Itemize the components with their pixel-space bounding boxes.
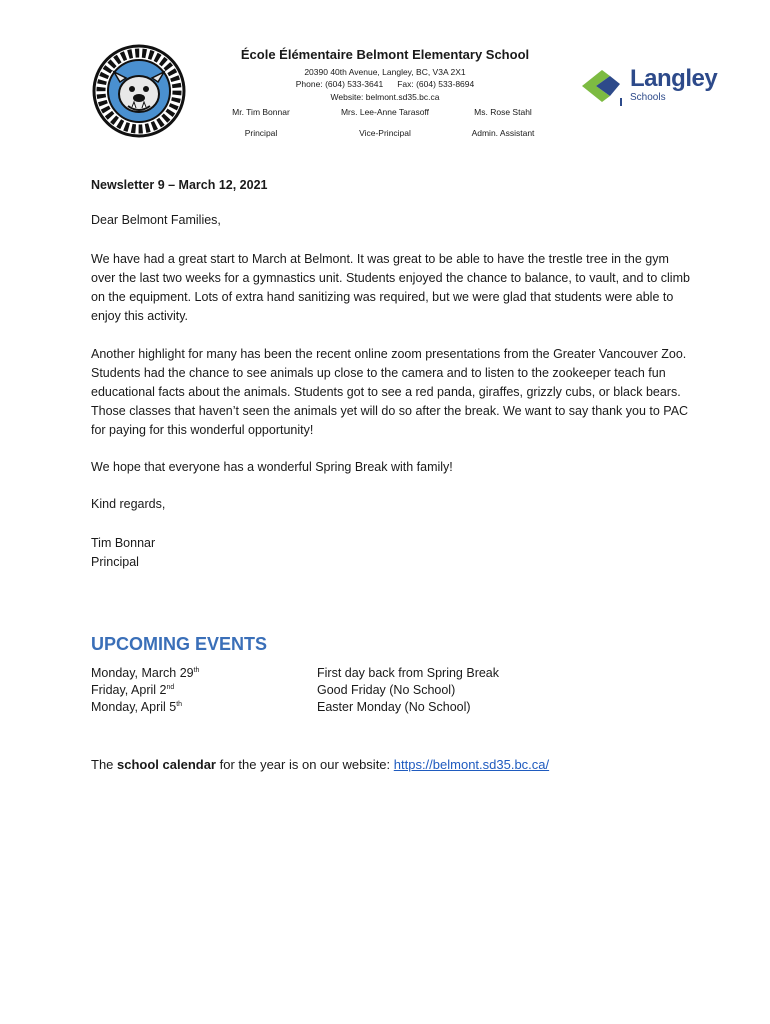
signature-name: Tim Bonnar bbox=[91, 536, 156, 550]
staff-name: Mrs. Lee-Anne Tarasoff bbox=[340, 107, 430, 117]
event-date-text: Monday, April 5 bbox=[91, 700, 177, 714]
event-date-text: Monday, March 29 bbox=[91, 666, 194, 680]
closing: Kind regards, bbox=[91, 497, 166, 511]
staff-vice-principal bbox=[320, 106, 450, 139]
newsletter-title: Newsletter 9 – March 12, 2021 bbox=[91, 178, 268, 192]
staff-name: Ms. Rose Stahl bbox=[474, 107, 532, 117]
calendar-note bbox=[91, 755, 711, 774]
event-date-suffix: th bbox=[193, 666, 200, 674]
staff-name: Mr. Tim Bonnar bbox=[232, 107, 290, 117]
calendar-suffix: for the year is on our website: bbox=[216, 757, 394, 772]
district-logo-sub: Schools bbox=[630, 92, 666, 103]
event-date bbox=[91, 699, 311, 716]
signature bbox=[91, 534, 691, 572]
event-date-suffix: nd bbox=[166, 683, 175, 691]
school-address: 20390 40th Avenue, Langley, BC, V3A 2X1 bbox=[304, 67, 466, 77]
bulldog-crest-icon bbox=[92, 44, 186, 138]
staff-principal bbox=[196, 106, 326, 139]
school-phone: Phone: (604) 533-3641 bbox=[295, 79, 384, 89]
event-date bbox=[91, 682, 311, 699]
staff-admin-assistant bbox=[438, 106, 568, 139]
event-description: Good Friday (No School) bbox=[317, 683, 456, 697]
signature-title: Principal bbox=[91, 555, 139, 569]
school-fax: Fax: (604) 533-8694 bbox=[397, 79, 475, 89]
school-website: Website: belmont.sd35.bc.ca bbox=[330, 92, 440, 102]
school-website-link[interactable]: https://belmont.sd35.bc.ca/ bbox=[393, 757, 550, 772]
school-phone-fax bbox=[200, 78, 570, 90]
calendar-bold: school calendar bbox=[117, 757, 216, 772]
event-description: Easter Monday (No School) bbox=[317, 700, 471, 714]
event-date-suffix: th bbox=[176, 700, 183, 708]
staff-role: Admin. Assistant bbox=[471, 128, 535, 138]
event-description: First day back from Spring Break bbox=[317, 666, 500, 680]
staff-role: Principal bbox=[244, 128, 278, 138]
paragraph: We hope that everyone has a wonderful Spring Break with family! bbox=[91, 460, 453, 474]
paragraph: Another highlight for many has been the recent online zoom presentations from the Greater Vancouver Zoo. Students had the chance to see animals up close to the camera and to listen to the zookeeper teach fun educational facts about the animals. Students got to see a red panda, giraffes, grizzly cubs, or black bears. Those classes that haven’t seen the animals yet will do so after the break. We want to say thank you to PAC for paying for this wonderful opportunity! bbox=[91, 347, 689, 437]
event-date bbox=[91, 665, 311, 682]
paragraph: We have had a great start to March at Belmont. It was great to be able to have the trestle tree in the gym over the last two weeks for a gymnastics unit. Students enjoyed the chance to balance, to vault, and to climb on the equipment. Lots of extra hand sanitizing was required, but we were glad that students were able to enjoy this activity. bbox=[91, 252, 690, 323]
staff-role: Vice-Principal bbox=[359, 128, 411, 138]
school-name: École Élémentaire Belmont Elementary School bbox=[240, 47, 530, 62]
event-date-text: Friday, April 2 bbox=[91, 683, 167, 697]
events-heading: UPCOMING EVENTS bbox=[91, 634, 268, 654]
district-logo-word: Langley bbox=[630, 65, 718, 92]
calendar-prefix: The bbox=[91, 757, 118, 772]
greeting: Dear Belmont Families, bbox=[91, 213, 221, 227]
